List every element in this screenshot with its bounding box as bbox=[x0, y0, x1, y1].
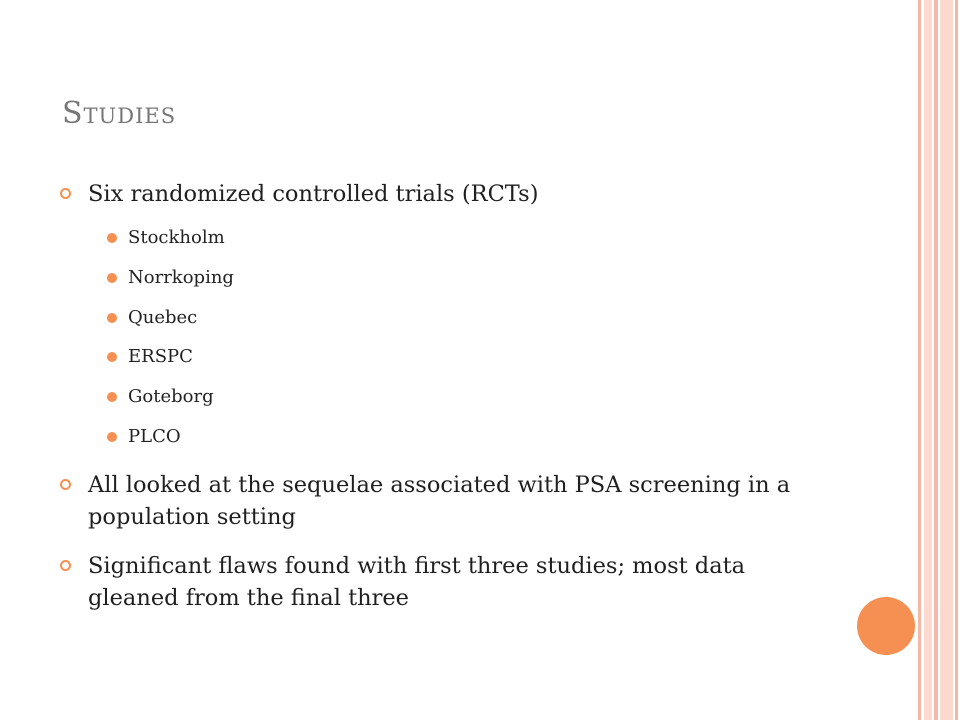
sub-bullet-item bbox=[128, 345, 193, 369]
sub-bullet-text: ERSPC bbox=[128, 346, 193, 367]
sub-bullet-item bbox=[128, 385, 214, 409]
bullet-text: Significant flaws found with first three studies; most data gleaned from the final three bbox=[88, 553, 746, 611]
dot-bullet-icon bbox=[107, 352, 117, 362]
sub-bullet-item bbox=[128, 306, 197, 330]
ring-bullet-icon bbox=[60, 479, 71, 490]
dot-bullet-icon bbox=[107, 273, 117, 283]
sub-bullet-text: Norrkoping bbox=[128, 267, 234, 288]
dot-bullet-icon bbox=[107, 432, 117, 442]
sub-bullet-item bbox=[128, 266, 234, 290]
sub-bullet-text: PLCO bbox=[128, 426, 181, 447]
dot-bullet-icon bbox=[107, 233, 117, 243]
bullet-text: Six randomized controlled trials (RCTs) bbox=[88, 181, 539, 207]
sub-bullet-text: Quebec bbox=[128, 307, 198, 328]
decor-stripe bbox=[955, 0, 958, 720]
sub-bullet-item bbox=[128, 226, 225, 250]
decor-stripe bbox=[934, 0, 938, 720]
slide-title: Studies bbox=[62, 96, 177, 131]
bullet-item bbox=[88, 178, 808, 210]
bullet-text: All looked at the sequelae associated with PSA screening in a population setting bbox=[88, 472, 791, 530]
decor-stripe bbox=[918, 0, 921, 720]
dot-bullet-icon bbox=[107, 392, 117, 402]
decor-circle bbox=[857, 597, 915, 655]
ring-bullet-icon bbox=[60, 188, 71, 199]
decor-stripe bbox=[924, 0, 932, 720]
bullet-item bbox=[88, 469, 808, 533]
dot-bullet-icon bbox=[107, 313, 117, 323]
bullet-item bbox=[88, 550, 808, 614]
sub-bullet-text: Goteborg bbox=[128, 386, 214, 407]
sub-bullet-item bbox=[128, 425, 181, 449]
decor-stripe bbox=[940, 0, 953, 720]
ring-bullet-icon bbox=[60, 560, 71, 571]
sub-bullet-text: Stockholm bbox=[128, 227, 225, 248]
